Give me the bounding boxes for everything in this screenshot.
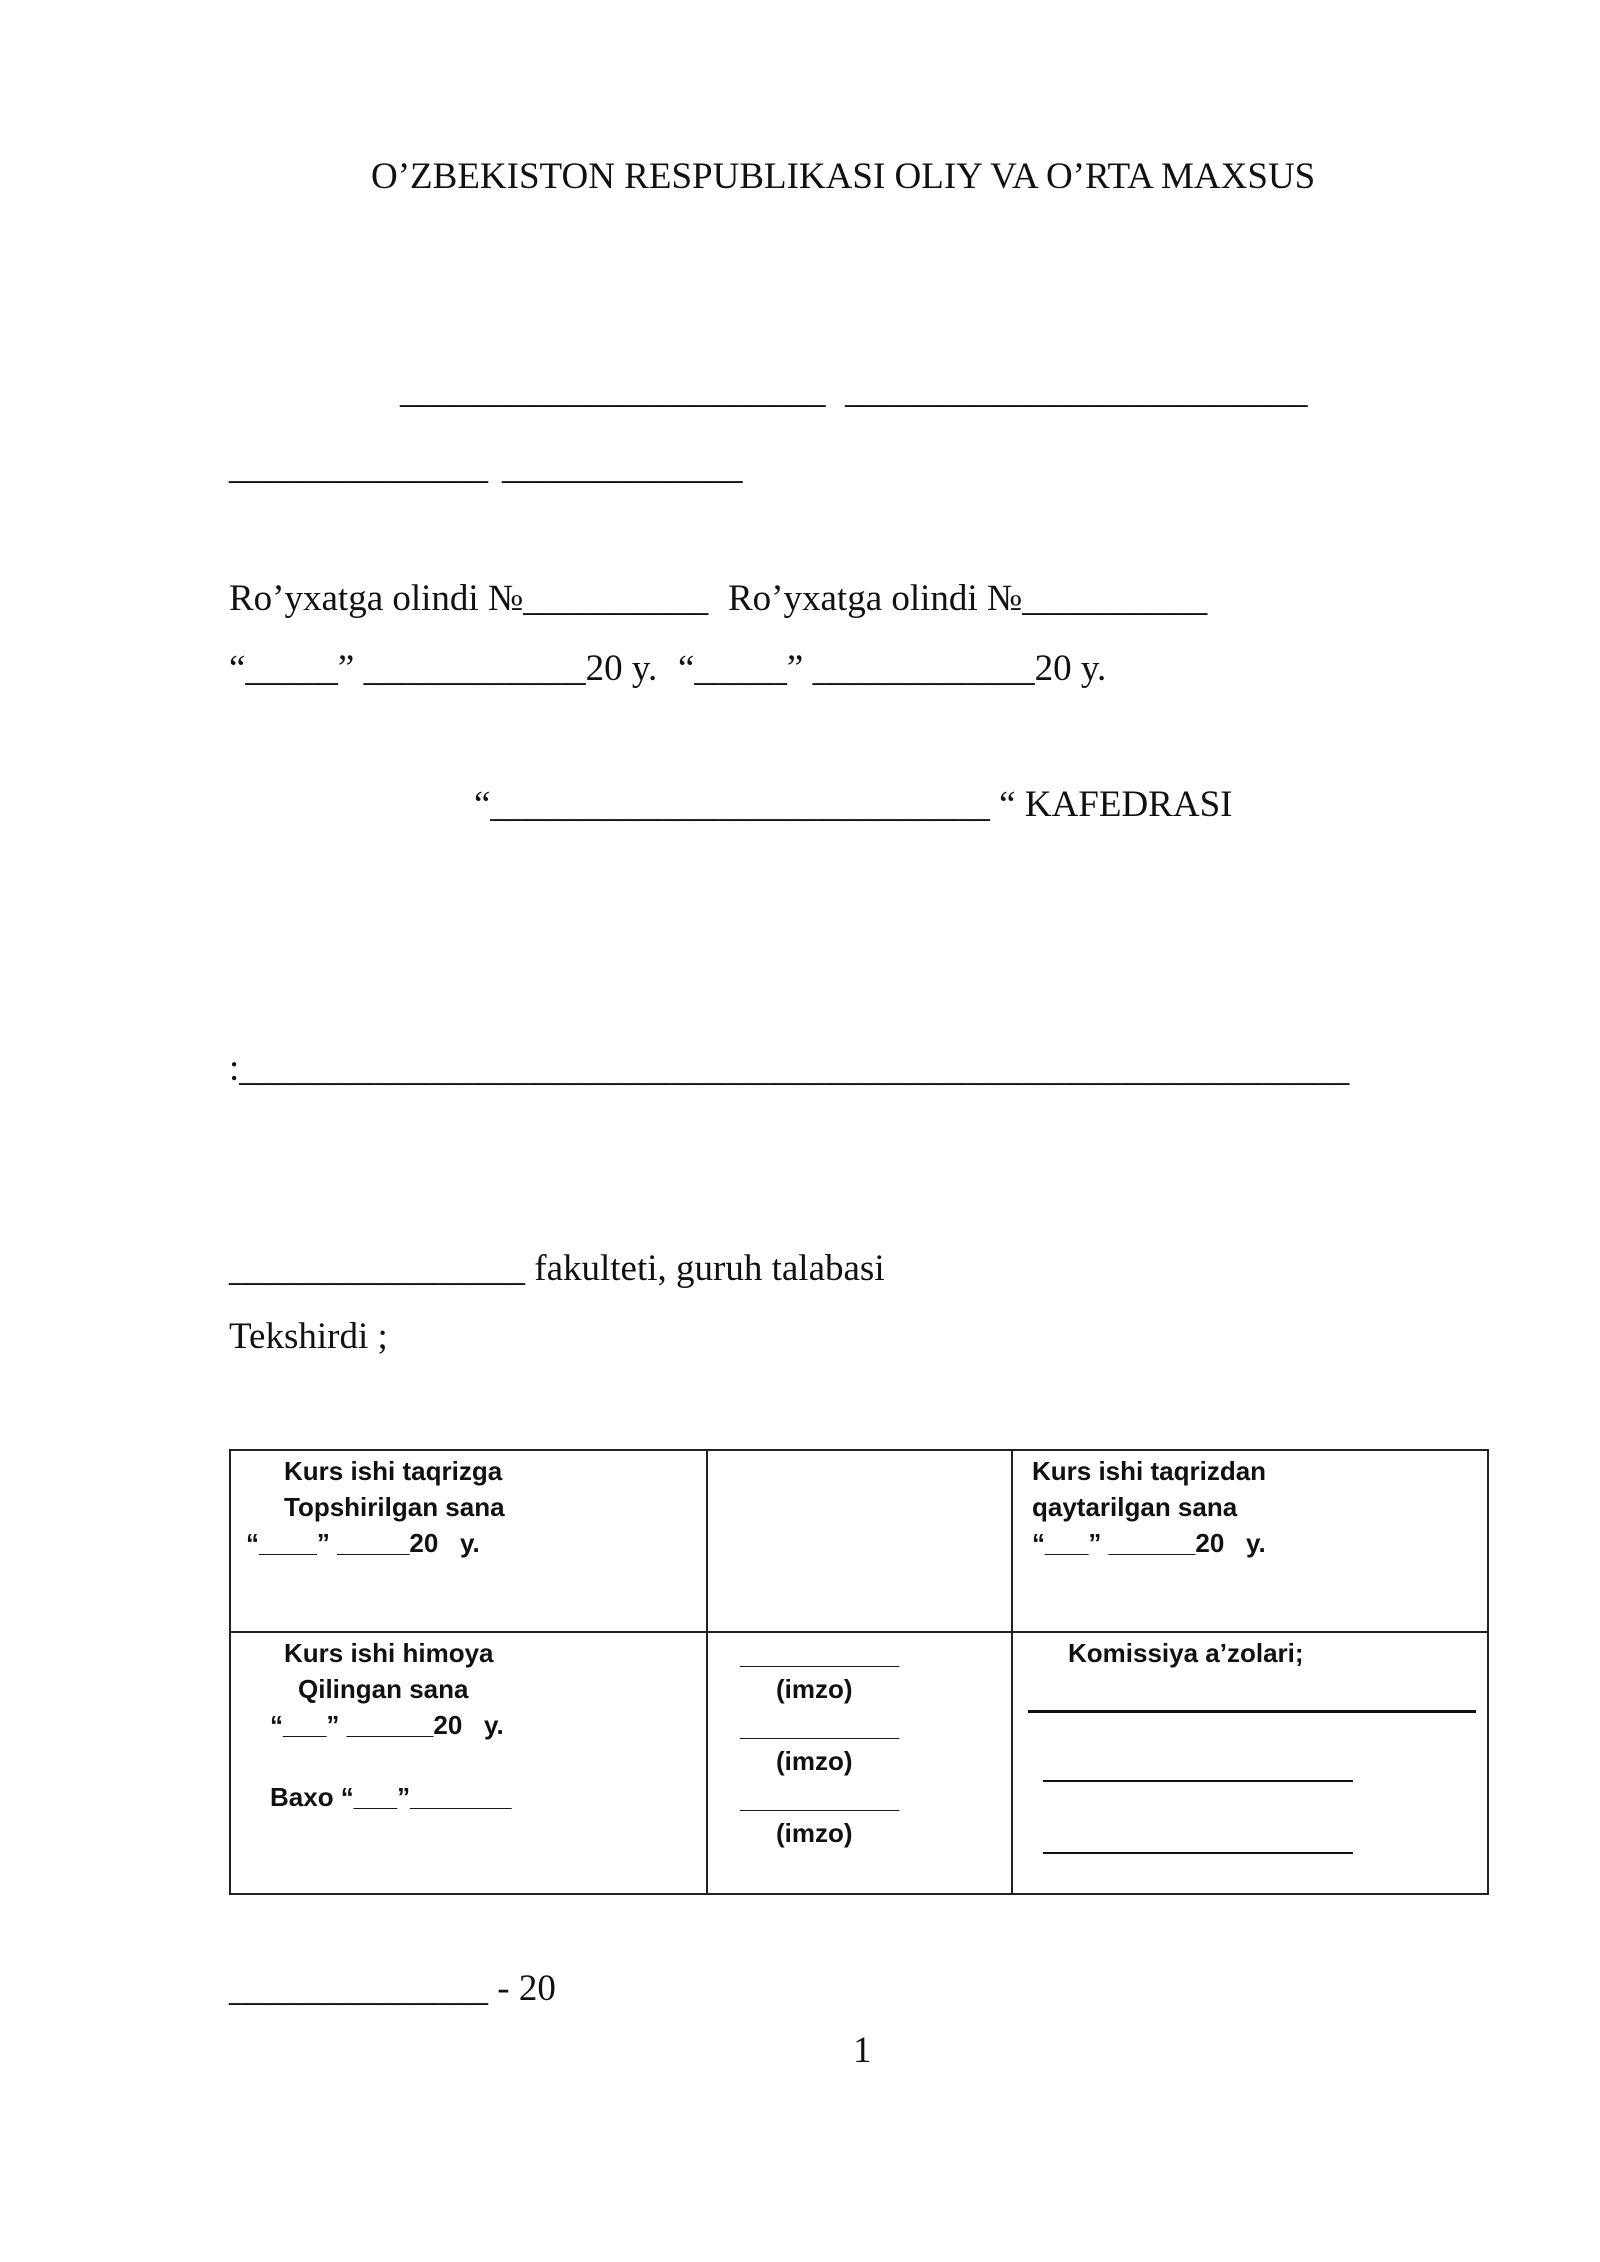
page-number: 1 bbox=[853, 2030, 872, 2071]
submitted-for-review-date: “____” _____20 y. bbox=[246, 1528, 480, 1558]
table-border-right bbox=[1487, 1449, 1489, 1895]
returned-from-review-date: “___” ______20 y. bbox=[1032, 1528, 1266, 1558]
signature-blank-2: ___________ bbox=[740, 1712, 900, 1742]
commission-members-title: Komissiya a’zolari; bbox=[1068, 1638, 1304, 1668]
signature-label-2: (imzo) bbox=[776, 1746, 853, 1776]
department-line: “___________________________ “ KAFEDRASI bbox=[474, 784, 1233, 825]
signature-label-3: (imzo) bbox=[776, 1818, 853, 1848]
defense-label-1: Kurs ishi himoya bbox=[284, 1638, 494, 1668]
table-border-top bbox=[229, 1449, 1489, 1451]
table-row-divider bbox=[229, 1631, 1489, 1633]
submitted-for-review-label-2: Topshirilgan sana bbox=[284, 1492, 505, 1522]
registration-date-right: “_____” ____________20 y. bbox=[678, 648, 1107, 689]
blank-line-2a: ______________ bbox=[229, 446, 488, 487]
defense-label-2: Qilingan sana bbox=[298, 1674, 469, 1704]
blank-line-1b: _________________________ bbox=[845, 370, 1308, 411]
registration-date-left: “_____” ____________20 y. bbox=[229, 648, 658, 689]
commission-line-1 bbox=[1028, 1710, 1476, 1713]
returned-from-review-label-1: Kurs ishi taqrizdan bbox=[1032, 1456, 1267, 1486]
returned-from-review-label-2: qaytarilgan sana bbox=[1032, 1492, 1238, 1522]
ministry-title: O’ZBEKISTON RESPUBLIKASI OLIY VA O’RTA MAXSUS bbox=[371, 156, 1316, 197]
signature-label-1: (imzo) bbox=[776, 1674, 853, 1704]
registration-left: Ro’yxatga olindi №__________ bbox=[229, 578, 709, 619]
signature-blank-1: ___________ bbox=[740, 1640, 900, 1670]
table-col-divider-1 bbox=[706, 1449, 708, 1895]
registration-right: Ro’yxatga olindi №__________ bbox=[728, 578, 1208, 619]
checked-by: Tekshirdi ; bbox=[229, 1316, 388, 1357]
topic-line: :____________________________________________________________ bbox=[229, 1048, 1350, 1089]
table-border-bottom bbox=[229, 1893, 1489, 1895]
submitted-for-review-label-1: Kurs ishi taqrizga bbox=[284, 1456, 503, 1486]
signature-blank-3: ___________ bbox=[740, 1784, 900, 1814]
table-border-left bbox=[229, 1449, 231, 1895]
year-line: ______________ - 20 bbox=[229, 1968, 556, 2009]
table-col-divider-2 bbox=[1011, 1449, 1013, 1895]
defense-date: “___” ______20 y. bbox=[270, 1710, 504, 1740]
commission-line-3 bbox=[1043, 1852, 1353, 1854]
student-line: ________________ fakulteti, guruh talabasi bbox=[229, 1248, 885, 1289]
grade-field: Baxo “___”_______ bbox=[270, 1782, 512, 1812]
commission-line-2 bbox=[1043, 1780, 1353, 1782]
blank-line-2b: _____________ bbox=[502, 446, 743, 487]
blank-line-1a: _______________________ bbox=[400, 370, 826, 411]
